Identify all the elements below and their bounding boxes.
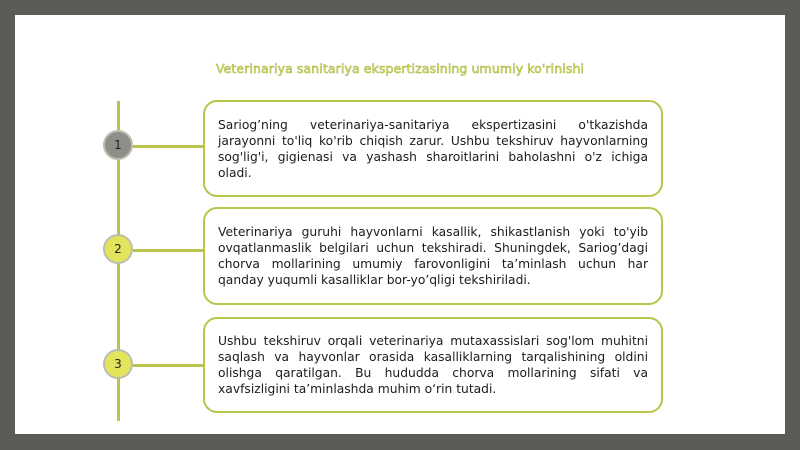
step-card-2 — [203, 207, 663, 305]
slide — [15, 15, 785, 434]
step-text-1: Sariog’ning veterinariya-sanitariya ekspertizasini o'tkazishda jarayonni to'liq ko'rib chiqish zarur. Ushbu tekshiruv hayvonlarning sog'lig'i, gigienasi va yashash sharoitlarini baholashni o'z ichiga oladi. — [218, 117, 648, 180]
connector-2 — [133, 249, 205, 252]
step-text-2: Veterinariya guruhi hayvonlarni kasallik, shikastlanish yoki to'yib ovqatlanmaslik belgilari uchun tekshiradi. Shuningdek, Sariog’dagi chorva mollarining umumiy farovonligini ta’minlash uchun har qanday yuqumli kasalliklar bor-yo’qligi tekshiriladi. — [218, 225, 648, 287]
connector-3 — [133, 364, 205, 367]
step-card-3 — [203, 317, 663, 413]
step-badge-2: 2 — [103, 234, 133, 264]
step-badge-1: 1 — [103, 130, 133, 160]
step-card-1 — [203, 100, 663, 197]
step-badge-3: 3 — [103, 349, 133, 379]
connector-1 — [133, 145, 205, 148]
slide-title: Veterinariya sanitariya ekspertizasining umumiy ko'rinishi — [215, 61, 585, 76]
step-text-3: Ushbu tekshiruv orqali veterinariya mutaxassislari sog'lom muhitni saqlash va hayvonlar orasida kasalliklarning tarqalishining oldini olishga qaratilgan. Bu hududda chorva mollarining sifati va xavfsizligini ta’minlashda muhim o‘rin tutadi. — [218, 334, 648, 396]
